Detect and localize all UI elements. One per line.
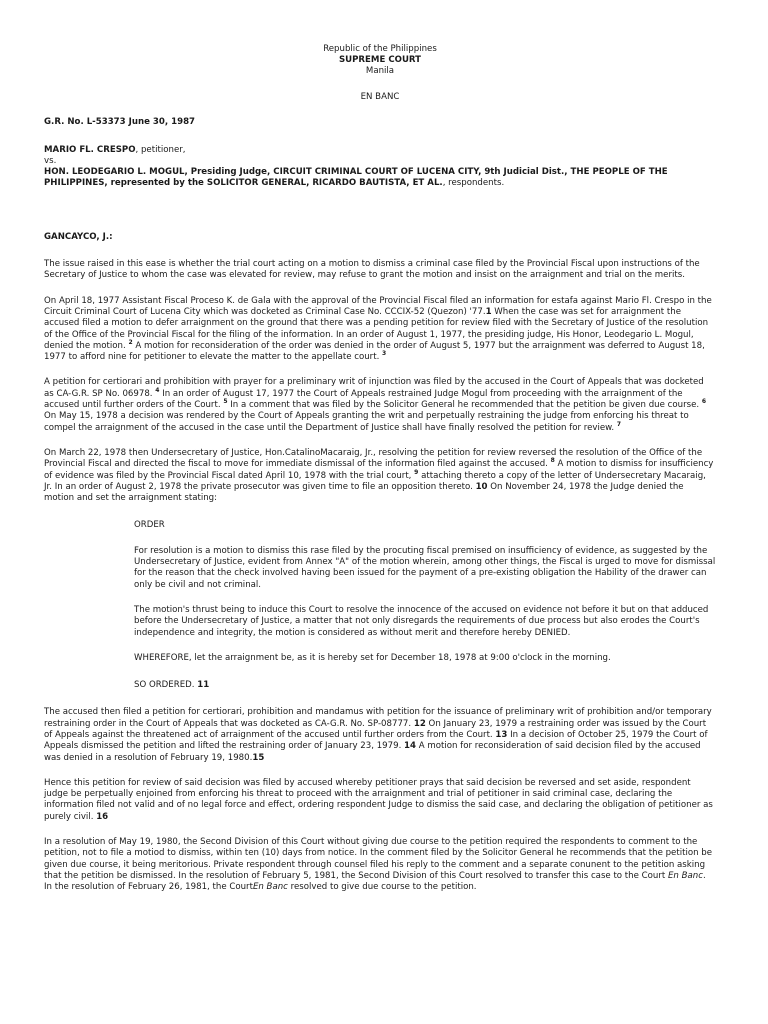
- petitioner-name: MARIO FL. CRESPO: [44, 144, 136, 155]
- text-segment: In a decision of October 25, 1979 the Court of Appeals dismissed the petition and lifted the restraining order of January 23, 1979.: [44, 729, 708, 752]
- footnote-ref[interactable]: 15: [252, 752, 265, 763]
- footnote-ref[interactable]: 12: [413, 718, 426, 729]
- paragraph-6: [44, 778, 716, 823]
- text-segment: SO ORDERED.: [134, 680, 195, 691]
- respondents-line: [44, 167, 716, 190]
- footnote-ref[interactable]: 1: [485, 306, 492, 317]
- footnote-ref[interactable]: 10: [475, 481, 488, 492]
- paragraph-3: [44, 377, 716, 433]
- order-paragraph-3: WHEREFORE, let the arraignment be, as it is hereby set for December 18, 1978 at 9:00 o'clock in the morning.: [134, 652, 611, 663]
- footnote-ref[interactable]: 11: [197, 680, 210, 691]
- footnote-ref[interactable]: 13: [495, 729, 508, 740]
- court-header: [44, 44, 716, 77]
- text-segment: . In the resolution of February 26, 1981, the Court: [44, 870, 706, 893]
- text-segment: In a resolution of May 19, 1980, the Second Division of this Court without giving due course to the petition required the respondents to comment to the petition, not to file a motiod to dismiss, within ten (10) days from notice. In the comment filed by the Solicitor General he recommends that the petition be given due course, it being meritorious. Private respondent through counsel filed his reply to the comment and a separate conunent to the petition asking that the petition be dismissed. In the resolution of February 5, 1981, the Second Division of this Court resolved to transfer this case to the Court: [44, 837, 713, 881]
- order-heading: ORDER: [134, 520, 165, 531]
- text-segment: On April 18, 1977 Assistant Fiscal Proceso K. de Gala with the approval of the Provincial Fiscal filed an information for estafa against Mario Fl. Crespo in the Circuit Criminal Court of Lucena City which was docketed as Criminal Case No. CCCIX-52 (Quezon) '77.: [44, 295, 712, 317]
- division-line: EN BANC: [360, 92, 400, 102]
- order-quote: [134, 520, 720, 691]
- republic-line: Republic of the Philippines: [323, 44, 437, 54]
- petitioner-role: , petitioner,: [135, 144, 186, 155]
- respondents-names: HON. LEODEGARIO L. MOGUL, Presiding Judge, CIRCUIT CRIMINAL COURT OF LUCENA CITY, 9th Judicial Dist., THE PEOPLE OF THE PHILIPPINES, represented by the SOLICITOR GENERAL, RICARDO BAUTISTA, ET AL.: [44, 167, 668, 189]
- text-segment: A motion to dismiss for insufficiency of evidence was filed by the Provincial Fiscal dated April 10, 1978 with the trial court,: [44, 459, 714, 481]
- footnote-ref[interactable]: 6: [701, 398, 707, 406]
- city-line: Manila: [365, 66, 395, 76]
- court-name: SUPREME COURT: [338, 55, 422, 65]
- text-segment: In a comment that was filed by the Solicitor General he recommended that the petition be given due course.: [227, 400, 700, 411]
- paragraph-1: The issue raised in this ease is whether the trial court acting on a motion to dismiss a criminal case filed by the Provincial Fiscal upon instructions of the Secretary of Justice to whom the case was elevated for review, may refuse to grant the motion and insist on the arraignment and trial on the merits.: [44, 259, 700, 281]
- text-segment: Hence this petition for review of said decision was filed by accused whereby petitioner prays that said decision be reversed and set aside, respondent judge be perpetually enjoined from enforcing his threat to proceed with the arraignment and trial of petitioner in said criminal case, declaring the information filed not valid and of no legal force and effect, ordering respondent Judge to dismiss the said case, and declaring the obligation of petitioner as purely civil.: [44, 777, 713, 822]
- footnote-ref[interactable]: 14: [404, 741, 417, 752]
- text-segment: On November 24, 1978 the Judge denied the motion and set the arraignment stating:: [44, 481, 684, 504]
- footnote-ref[interactable]: 9: [414, 468, 419, 476]
- footnote-ref[interactable]: 3: [382, 350, 387, 358]
- footnote-ref[interactable]: 16: [96, 811, 109, 822]
- paragraph-2: [44, 296, 716, 364]
- footnote-ref[interactable]: 5: [223, 398, 228, 406]
- document-page: [44, 44, 716, 894]
- en-banc-italic: En Banc: [667, 870, 703, 881]
- text-segment: A motion for reconsideration of the order was denied in the order of August 5, 1977 but the arraignment was deferred to August 18, 1977 to afford nine for petitioner to elevate the matter to the appellate court.: [44, 340, 705, 363]
- text-segment: The accused then filed a petition for certiorari, prohibition and mandamus with petition for the issuance of preliminary writ of prohibition and/or temporary restraining order in the Court of Appeals that was docketed as CA-G.R. No. SP-08777.: [44, 707, 712, 729]
- footnote-ref[interactable]: 8: [550, 457, 555, 465]
- case-parties: [44, 145, 716, 190]
- paragraph-4: [44, 448, 716, 504]
- ponente: GANCAYCO, J.:: [44, 231, 113, 242]
- text-segment: attaching thereto a copy of the letter of Undersecretary Macaraig, Jr. In an order of August 2, 1978 the private prosecutor was given time to file an opposition thereto.: [44, 470, 706, 492]
- order-paragraph-2: The motion's thrust being to induce this Court to resolve the innocence of the accused on evidence not before it but on that adduced before the Undersecretary of Justice, a matter that not only disregards the requirements of due process but also erodes the Court's independence and integrity, the motion is considered as without merit and therefore hereby DENIED.: [134, 604, 709, 638]
- versus-line: vs.: [44, 155, 57, 166]
- text-segment: When the case was set for arraignment the accused filed a motion to defer arraignment on the ground that there was a pending petition for review filed with the Secretary of Justice of the resolution of the Office of the Provincial Fiscal for the filing of the information. In an order of August 1, 1977, the presiding judge, His Honor, Leodegario L. Mogul, denied the motion.: [44, 306, 709, 351]
- text-segment: On May 15, 1978 a decision was rendered by the Court of Appeals granting the writ and perpetually restraining the judge from enforcing his threat to compel the arraignment of the accused in the case until the Department of Justice shall have finally resolved the petition for review.: [44, 411, 689, 433]
- petitioner-line: [44, 145, 716, 156]
- order-paragraph-1: For resolution is a motion to dismiss this rase filed by the procuting fiscal premised on insufficiency of evidence, as suggested by the Undersecretary of Justice, evident from Annex "A" of the motion wherein, among other things, the Fiscal is urged to move for dismissal for the reason that the check involved having been issued for the payment of a pre-existing obligation the Hability of the drawer can only be civil and not criminal.: [134, 545, 716, 590]
- text-segment: In an order of August 17, 1977 the Court of Appeals restrained Judge Mogul from proceeding with the arraignment of the accused until further orders of the Court.: [44, 388, 683, 411]
- text-segment: On January 23, 1979 a restraining order was issued by the Court of Appeals against the threatened act of arraignment of the accused until further orders from the Court.: [44, 718, 707, 740]
- text-segment: resolved to give due course to the petition.: [287, 882, 477, 893]
- text-segment: A petition for certiorari and prohibition with prayer for a preliminary writ of injunction was filed by the accused in the Court of Appeals that was docketed as CA-G.R. SP No. 06978.: [44, 377, 704, 399]
- order-paragraph-4: [134, 680, 720, 691]
- text-segment: A motion for reconsideration of said decision filed by the accused was denied in a resolution of February 19, 1980.: [44, 741, 701, 763]
- text-segment: On March 22, 1978 then Undersecretary of Justice, Hon.CatalinoMacaraig, Jr., resolving the petition for review reversed the resolution of the Office of the Provincial Fiscal and directed the fiscal to move for immediate dismissal of the information filed against the accused.: [44, 447, 703, 470]
- paragraph-5: [44, 707, 716, 763]
- en-banc-italic: En Banc: [252, 882, 288, 893]
- paragraph-7: [44, 837, 716, 893]
- footnote-ref[interactable]: 2: [128, 339, 133, 346]
- footnote-ref[interactable]: 7: [616, 420, 622, 428]
- footnote-ref[interactable]: 4: [155, 386, 160, 394]
- respondents-role: , respondents.: [442, 178, 505, 189]
- case-number: G.R. No. L-53373 June 30, 1987: [44, 117, 196, 128]
